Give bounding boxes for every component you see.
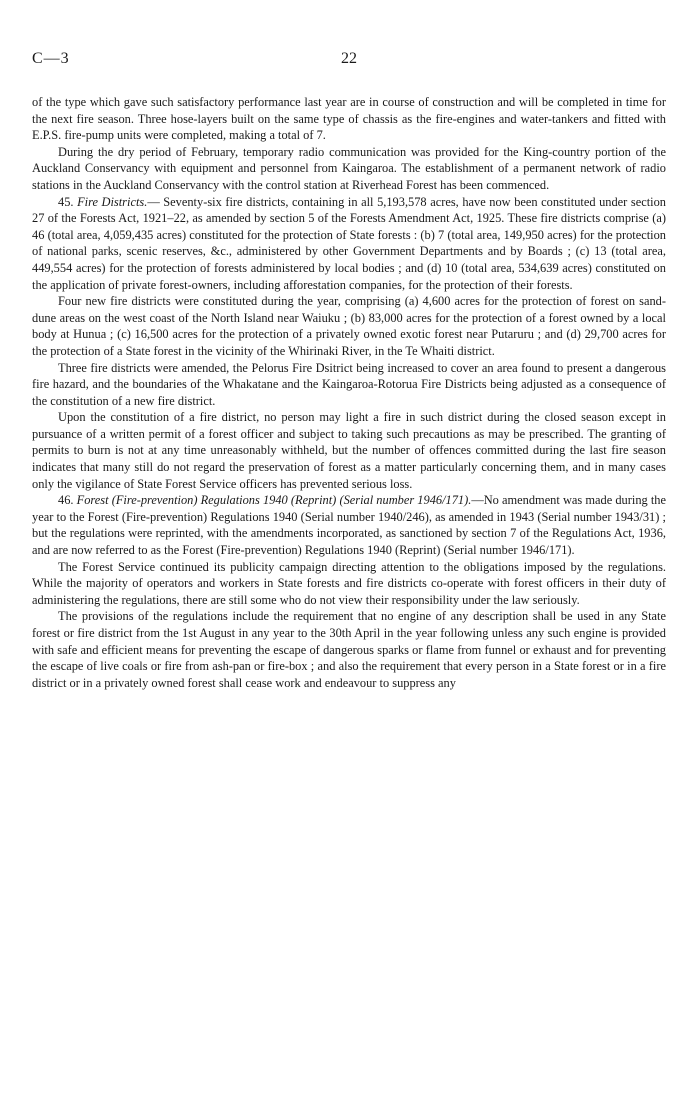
document-reference: C—3 <box>32 50 70 67</box>
paragraph-regulations <box>32 492 666 558</box>
page-number: 22 <box>341 50 357 67</box>
section-number-45: 45. <box>58 194 74 209</box>
paragraph-new-fire-districts: Four new fire districts were constituted during the year, comprising (a) 4,600 acres for the protection of forest on sand-dune areas on the west coast of the North Island near Waiuku ; (b) 83,000 acres for the protection of a forest owned by a local body at Hunua ; (c) 16,500 acres for the protection of a privately owned exotic forest near Putaruru ; and (d) 29,700 acres for the protection of a State forest in the vicinity of the Whirinaki River, in the Te Whaiti district. <box>32 294 666 358</box>
paragraph-permits: Upon the constitution of a fire district, no person may light a fire in such district during the closed season except in pursuance of a written permit of a forest officer and subject to taking such precautions as may be prescribed. The granting of permits to burn is not at any time unreasonably withheld, but the number of offences committed during the last fire season indicates that many still do not regard the preservation of forest as a matter particularly concerning them, and in many cases only the vigilance of State Forest Service officers has prevented serious loss. <box>32 410 666 491</box>
paragraph-fire-districts <box>32 194 666 294</box>
page-header <box>32 50 666 72</box>
paragraph-continuation: of the type which gave such satisfactory performance last year are in course of construction and will be completed in time for the next fire season. Three hose-layers built on the same type of chassis as the fire-engines and water-tankers and fitted with E.P.S. fire-pump units were completed, making a total of 7. <box>32 95 666 143</box>
section-text-regulations: —No amendment was made during the year to the Forest (Fire-prevention) Regulations 1940 (Serial number 1940/246), as amended in 1943 (Serial number 1943/31) ; but the regulations were reprinted, with the amendments incorporated, as sanctioned by section 7 of the Regulations Act, 1936, and are now referred to as the Forest (Fire-prevention) Regulations 1940 (Reprint) (Serial number 1946/171). <box>32 493 666 558</box>
paragraph-radio-communication: During the dry period of February, temporary radio communication was provided for the King-country portion of the Auckland Conservancy with equipment and personnel from Kaingaroa. The establishment of a permanent network of radio stations in the Auckland Conservancy with the control station at Riverhead Forest has been commenced. <box>32 144 666 192</box>
paragraph-amended-districts: Three fire districts were amended, the Pelorus Fire Dsitrict being increased to cover an area found to present a dangerous fire hazard, and the boundaries of the Whakatane and the Kaingaroa-Rotorua Fire Districts being adjusted as a consequence of the constitution of a new fire district. <box>32 360 666 408</box>
section-title-fire-districts: Fire Districts. <box>77 194 148 209</box>
section-title-regulations: Forest (Fire-prevention) Regulations 1940 (Reprint) (Serial number 1946/171). <box>76 493 472 508</box>
paragraph-provisions: The provisions of the regulations include the requirement that no engine of any description shall be used in any State forest or fire district from the 1st August in any year to the 30th April in the year following unless any such engine is provided with safe and efficient means for preventing the escape of dangerous sparks or flame from funnel or exhaust and for preventing the escape of live coals or fire from ash-pan or fire-box ; and also the requirement that every person in a State forest or in a fire district or in a privately owned forest shall cease work and endeavour to suppress any <box>32 609 666 690</box>
page-body <box>32 94 666 691</box>
section-text-fire-districts: — Seventy-six fire districts, containing in all 5,193,578 acres, have now been constituted under section 27 of the Forests Act, 1921–22, as amended by section 5 of the Forests Amendment Act, 1925. These fire districts comprise (a) 46 (total area, 4,059,435 acres) constituted for the protection of State forests : (b) 7 (total area, 149,950 acres) for the protection of national parks, scenic reserves, &c., administered by other Government Departments and by Boards ; (c) 13 (total area, 449,554 acres) for the protection of forests administered by local bodies ; and (d) 10 (total area, 534,639 acres) constituted on the application of private forest-owners, including afforestation companies, for the protection of their forests. <box>32 194 666 292</box>
section-number-46: 46. <box>58 493 74 508</box>
paragraph-publicity-campaign: The Forest Service continued its publicity campaign directing attention to the obligations imposed by the regulations. While the majority of operators and workers in State forests and fire districts co-operate with forest officers in their duty of administering the regulations, there are still some who do not view their responsibility under the law seriously. <box>32 559 666 607</box>
